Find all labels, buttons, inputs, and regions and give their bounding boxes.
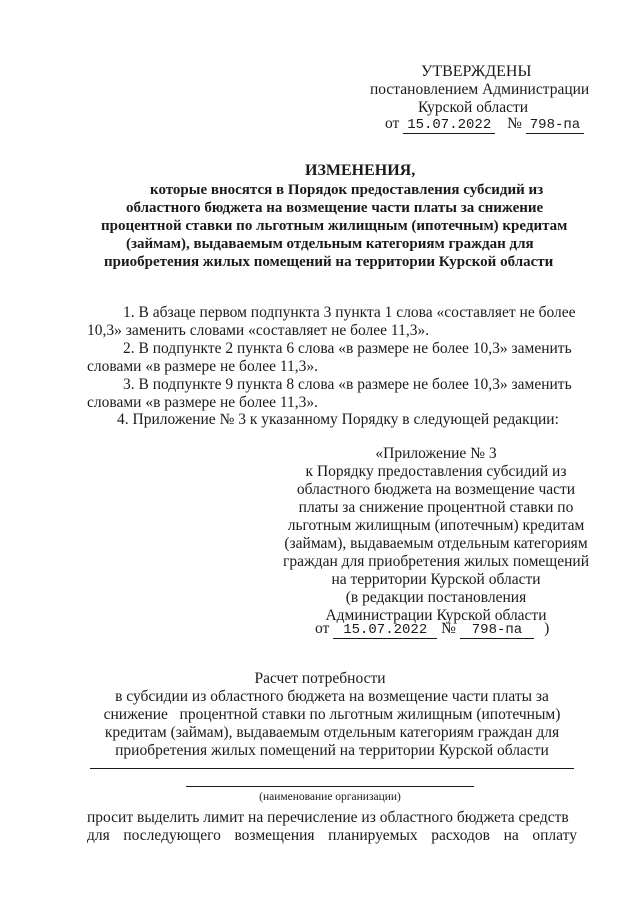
appendix-from-label: от [315,620,330,637]
approval-number-sign: № [507,115,522,132]
heading-line-4: (займам), выдаваемым отдельным категориям граждан для [126,236,534,252]
heading-line-1: которые вносятся в Порядок предоставления субсидий из [150,182,544,198]
appendix-line-9: (в редакции постановления [345,589,527,606]
org-underline-2 [186,786,474,787]
request-word: планируемых [328,827,418,844]
heading-title: ИЗМЕНЕНИЯ, [305,162,416,179]
item-4-line-1: 4. Приложение № 3 к указанному Порядку в следующей редакции: [117,411,559,428]
appendix-line-1: «Приложение № 3 [375,445,497,462]
appendix-close-paren: ) [544,620,550,637]
approval-from-label: от [385,115,400,132]
approval-title: УТВЕРЖДЕНЫ [421,63,532,80]
request-word: для [87,827,110,844]
approval-date: 15.07.2022 [403,118,495,134]
calc-line-2: снижение процентной ставки по льготным жилищным (ипотечным) [103,706,561,723]
calc-title: Расчет потребности [254,670,386,687]
calc-line-4: приобретения жилых помещений на территории Курской области [115,742,549,759]
request-word: на [503,827,519,844]
item-2-line-1: 2. В подпункте 2 пункта 6 слова «в размере не более 10,3» заменить [123,340,572,357]
appendix-line-7: граждан для приобретения жилых помещений [282,553,590,570]
calc-line-3: кредитам (займам), выдаваемым отдельным категориям граждан для [104,724,560,741]
item-2-line-2: словами «в размере не более 11,3». [87,358,319,375]
approval-line-2: Курской области [418,99,529,116]
appendix-number-sign: № [441,620,456,637]
org-caption: (наименование организации) [259,791,401,803]
approval-number-line [385,114,584,134]
appendix-line-2: к Порядку предоставления субсидий из [305,463,567,480]
request-line-2 [87,826,577,845]
appendix-line-8: на территории Курской области [331,571,541,588]
heading-line-3: процентной ставки по льготным жилищным (ипотечным) кредитам [101,218,568,234]
appendix-number-line [315,619,549,639]
request-word: возмещения [234,827,315,844]
appendix-line-4: платы за снижение процентной ставки по [298,499,574,516]
appendix-line-6: (займам), выдаваемым отдельным категориям [284,535,588,552]
heading-line-5: приобретения жилых помещений на территории Курской области [104,254,554,270]
appendix-date: 15.07.2022 [333,623,437,639]
heading-line-2: областного бюджета на возмещение части платы за снижение [126,200,544,216]
item-1-line-2: 10,3» заменить словами «составляет не более 11,3». [87,322,430,339]
approval-number: 798-па [526,118,584,134]
item-3-line-1: 3. В подпункте 9 пункта 8 слова «в размере не более 10,3» заменить [123,376,572,393]
request-word: оплату [532,827,577,844]
request-line-1: просит выделить лимит на перечисление из областного бюджета средств [87,809,569,826]
calc-line-1: в субсидии из областного бюджета на возмещение части платы за [115,688,549,705]
request-word: расходов [431,827,490,844]
org-underline-1 [90,768,574,769]
request-word: последующего [123,827,221,844]
appendix-line-10: Администрации Курской области [325,607,547,624]
item-3-line-2: словами «в размере не более 11,3». [87,394,319,411]
appendix-line-5: льготным жилищным (ипотечным) кредитам [287,517,585,534]
appendix-line-3: областного бюджета на возмещение части [296,481,576,498]
approval-line-1: постановлением Администрации [370,81,590,98]
appendix-number: 798-па [460,623,534,639]
item-1-line-1: 1. В абзаце первом подпункта 3 пункта 1 слова «составляет не более [123,304,576,321]
